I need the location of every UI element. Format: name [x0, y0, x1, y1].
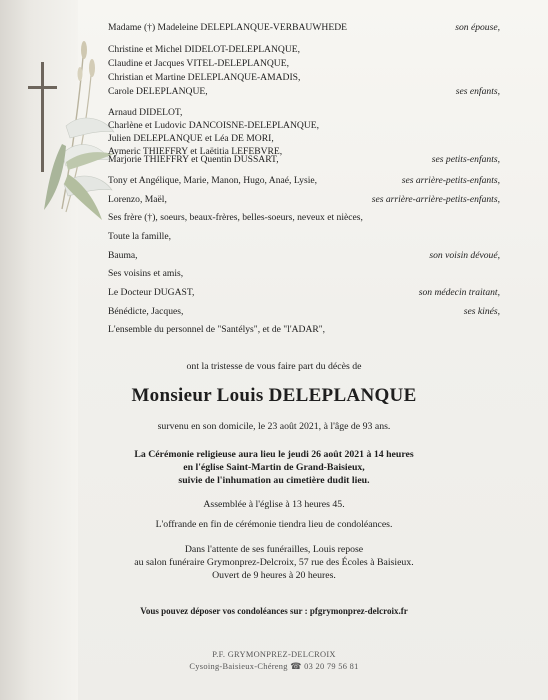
- cross-lily-decoration-icon: [22, 34, 122, 224]
- family-member: Madame (†) Madeleine DELEPLANQUE-VERBAUWHEDE: [108, 22, 347, 33]
- family-role: ses petits-enfants,: [431, 154, 500, 165]
- family-member: Charlène et Ludovic DANCOISNE-DELEPLANQUE,: [108, 120, 320, 131]
- family-member: Arnaud DIDELOT,: [108, 107, 183, 118]
- family-role: ses arrière-arrière-petits-enfants,: [371, 194, 500, 205]
- family-member: Lorenzo, Maël,: [108, 194, 167, 205]
- assembly-text: Assemblée à l'église à 13 heures 45.: [203, 499, 345, 510]
- family-member: Ses frère (†), soeurs, beaux-frères, belles-soeurs, neveux et nièces,: [108, 212, 363, 223]
- funeral-home-line: au salon funéraire Grymonprez-Delcroix, 57 rue des Écoles à Baisieux.: [134, 557, 414, 568]
- announcement-text: ont la tristesse de vous faire part du décès de: [186, 361, 362, 372]
- family-member: L'ensemble du personnel de "Santélys", et de "l'ADAR",: [108, 324, 326, 335]
- family-role: ses arrière-petits-enfants,: [401, 175, 500, 186]
- family-role: son voisin dévoué,: [429, 250, 500, 261]
- family-member: Julien DELEPLANQUE et Léa DE MORI,: [108, 133, 274, 144]
- footer-location: Cysoing-Baisieux-Chéreng: [189, 662, 288, 671]
- offering-text: L'offrande en fin de cérémonie tiendra lieu de condoléances.: [155, 519, 393, 530]
- family-member: Christian et Martine DELEPLANQUE-AMADIS,: [108, 72, 301, 83]
- death-info: survenu en son domicile, le 23 août 2021, à l'âge de 93 ans.: [157, 421, 391, 432]
- family-member: Bauma,: [108, 250, 138, 261]
- family-member: Christine et Michel DIDELOT-DELEPLANQUE,: [108, 44, 301, 55]
- family-member: Bénédicte, Jacques,: [108, 306, 184, 317]
- family-role: ses kinés,: [463, 306, 500, 317]
- footer-contact: [0, 660, 548, 673]
- telephone-icon: ☎: [290, 661, 302, 671]
- family-member: Tony et Angélique, Marie, Manon, Hugo, Anaé, Lysie,: [108, 175, 318, 186]
- funeral-home-line: Dans l'attente de ses funérailles, Louis repose: [184, 544, 364, 555]
- funeral-home-line: Ouvert de 9 heures à 20 heures.: [212, 570, 336, 581]
- footer-company: P.F. GRYMONPREZ-DELCROIX: [212, 650, 336, 659]
- condolences-text: Vous pouvez déposer vos condoléances sur : pfgrymonprez-delcroix.fr: [140, 606, 408, 616]
- footer-phone: 03 20 79 56 81: [304, 662, 359, 671]
- family-member: Marjorie THIEFFRY et Quentin DUSSART,: [108, 154, 279, 165]
- family-role: son médecin traitant,: [418, 287, 500, 298]
- family-role: ses enfants,: [455, 86, 500, 97]
- deceased-name: Monsieur Louis DELEPLANQUE: [131, 385, 417, 406]
- family-member: Toute la famille,: [108, 231, 171, 242]
- family-member: Carole DELEPLANQUE,: [108, 86, 208, 97]
- family-role: son épouse,: [455, 22, 500, 33]
- ceremony-line: La Cérémonie religieuse aura lieu le jeudi 26 août 2021 à 14 heures: [134, 449, 414, 460]
- ceremony-line: en l'église Saint-Martin de Grand-Baisieux,: [183, 462, 365, 473]
- family-member: Aymeric THIEFFRY et Laëtitia LEFEBVRE,: [108, 146, 283, 157]
- ceremony-line: suivie de l'inhumation au cimetière dudit lieu.: [178, 475, 370, 486]
- family-member: Ses voisins et amis,: [108, 268, 184, 279]
- family-member: Le Docteur DUGAST,: [108, 287, 195, 298]
- family-member: Claudine et Jacques VITEL-DELEPLANQUE,: [108, 58, 289, 69]
